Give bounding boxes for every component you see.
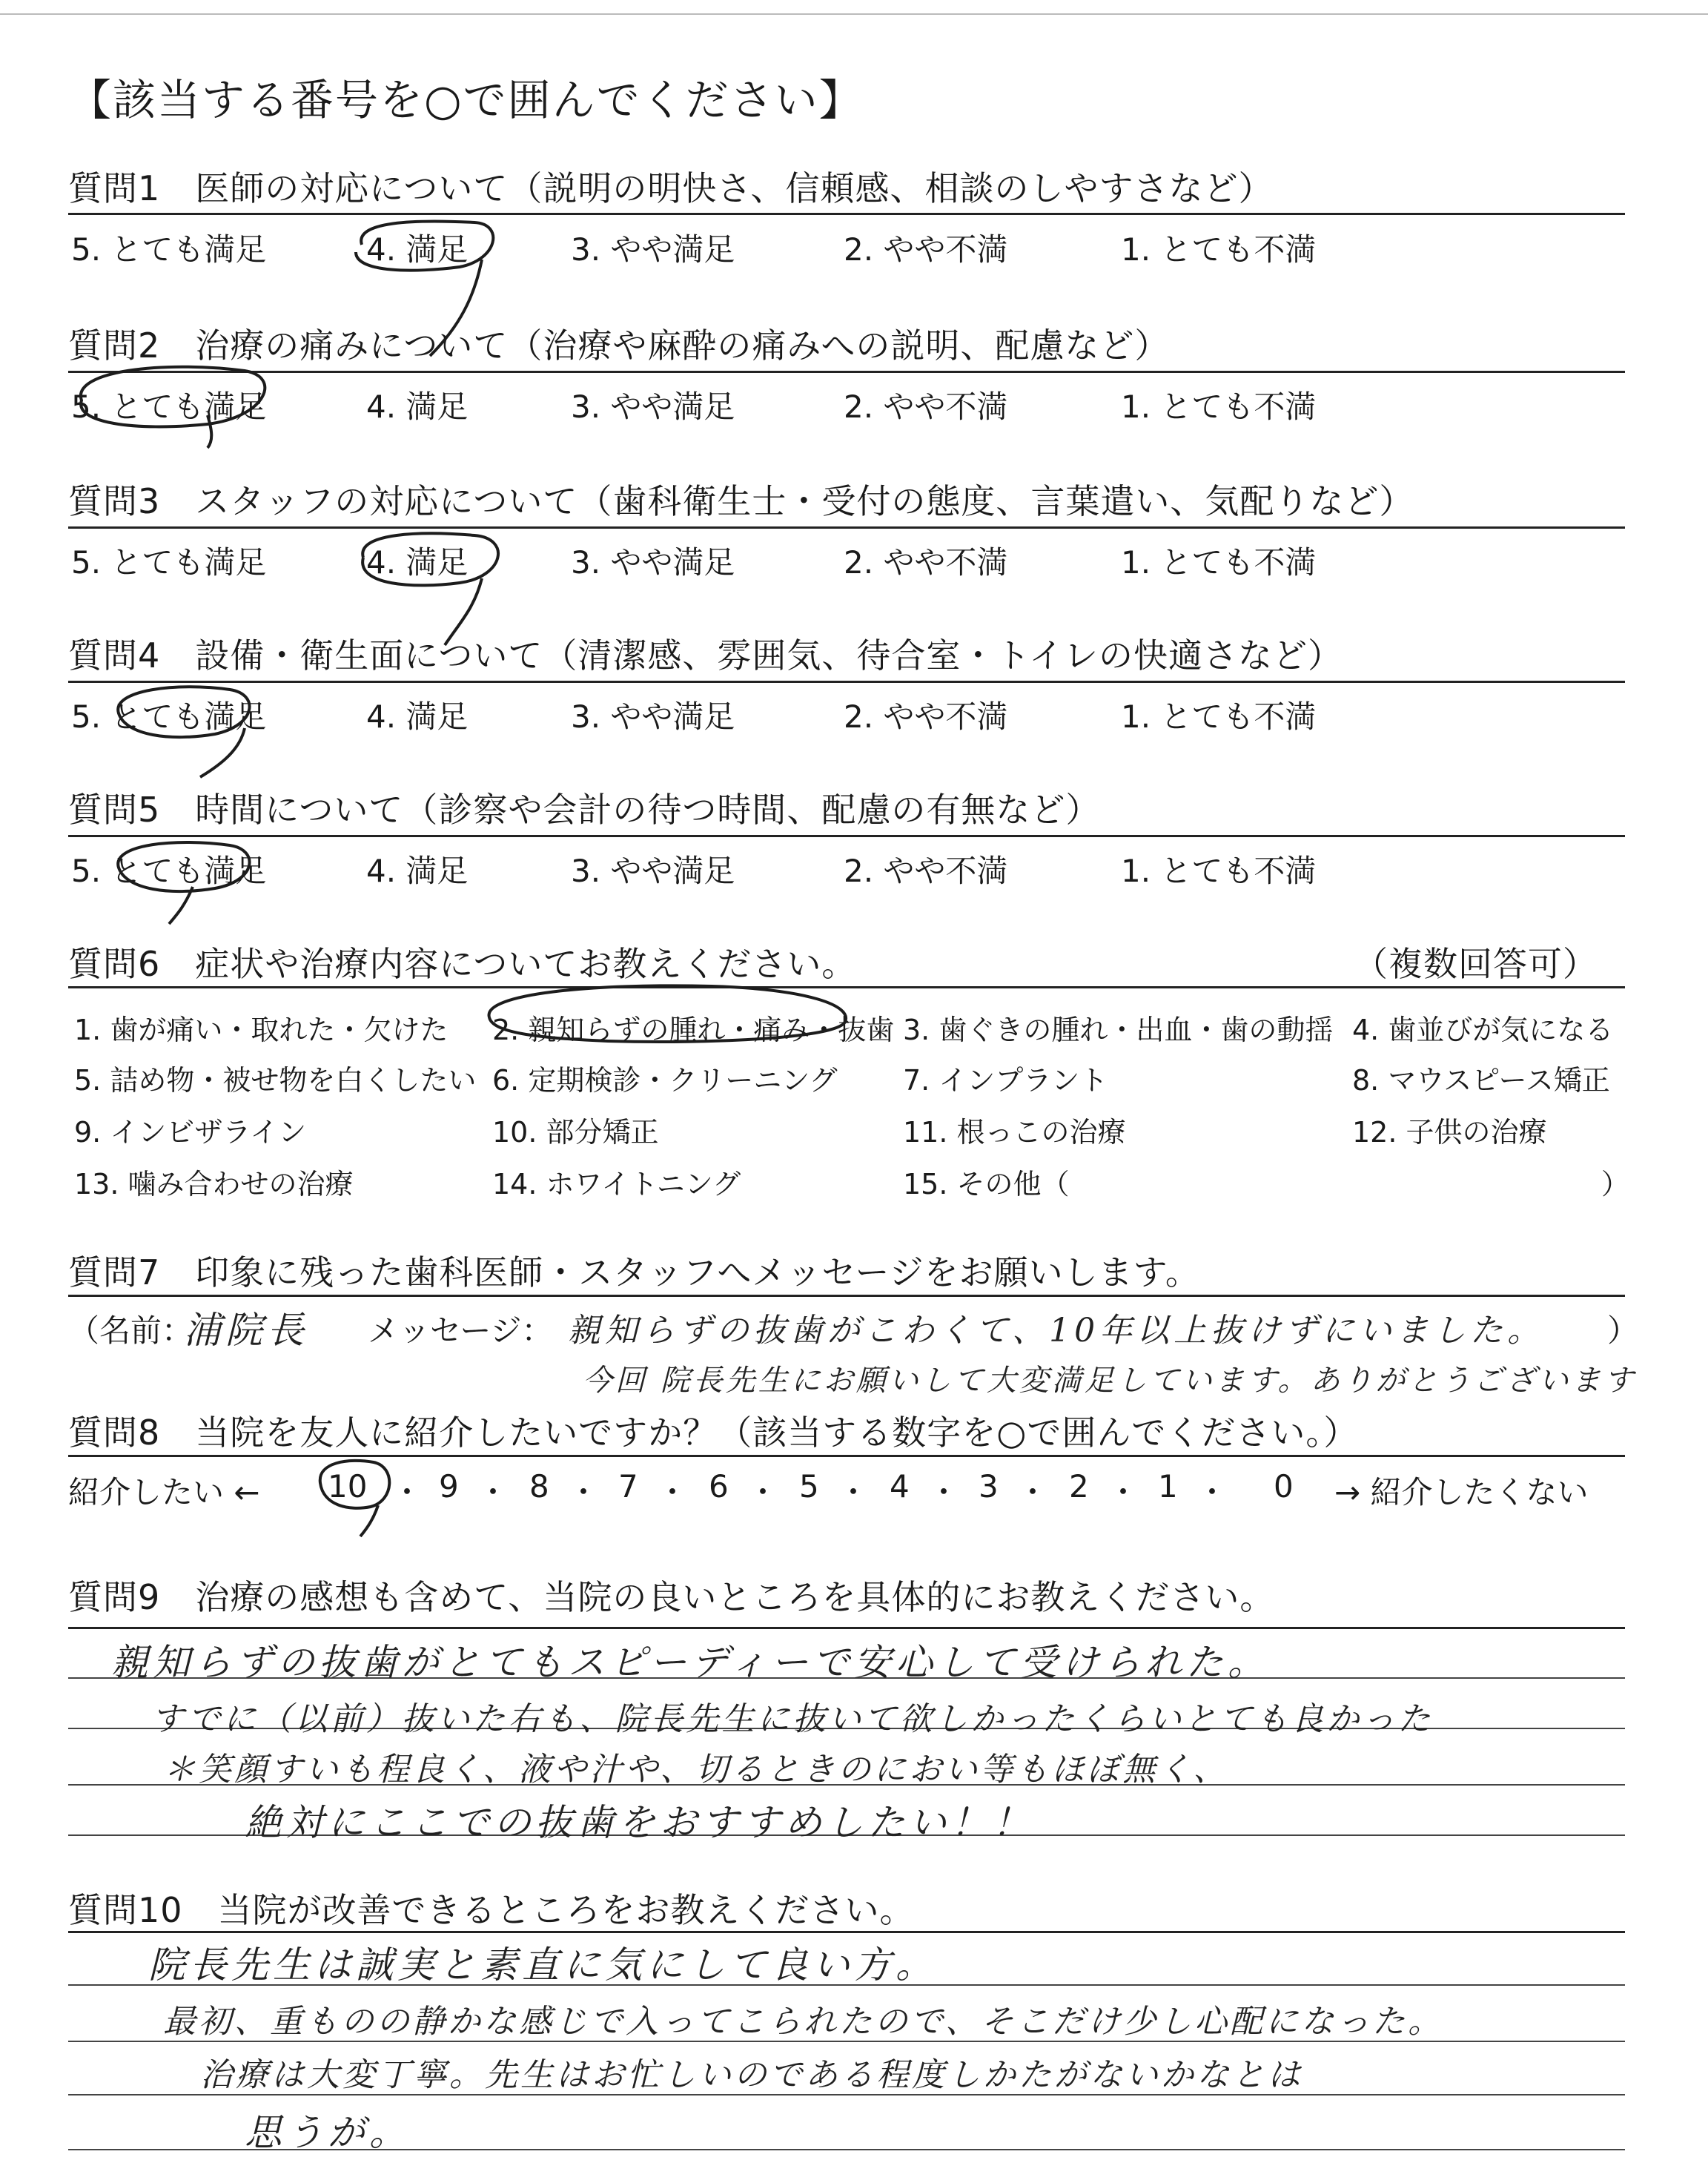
q9-answer-line-1[interactable]: 親知らずの抜歯がとてもスピーディーで安心して受けられた。 — [111, 1641, 1269, 1684]
q1-option-4[interactable]: 4. 満足 — [366, 231, 469, 268]
q5-option-1[interactable]: 1. とても不満 — [1121, 853, 1317, 889]
q2-option-4[interactable]: 4. 満足 — [366, 389, 469, 425]
question-10-title: 質問10 当院が改善できるところをお教えください。 — [68, 1890, 915, 1930]
divider — [68, 213, 1625, 215]
question-8-title: 質問8 当院を友人に紹介したいですか？（該当する数字を○で囲んでください。） — [68, 1413, 1359, 1453]
divider — [68, 1627, 1625, 1629]
q8-dot: ・ — [747, 1474, 779, 1510]
q3-option-4[interactable]: 4. 満足 — [366, 544, 469, 581]
q6-option-5[interactable]: 5. 詰め物・被せ物を白くしたい — [74, 1064, 477, 1097]
question-1-title: 質問1 医師の対応について（説明の明快さ、信頼感、相談のしやすさなど） — [68, 168, 1274, 208]
q8-number-0[interactable]: 0 — [1274, 1468, 1294, 1505]
q9-answer-line-3[interactable]: ＊笑顔すいも程良く、液や汁や、切るときのにおい等もほぼ無く、 — [163, 1751, 1229, 1789]
q6-option-14[interactable]: 14. ホワイトニング — [492, 1168, 741, 1200]
q9-answer-line-4[interactable]: 絶対にここでの抜歯をおすすめしたい！！ — [245, 1801, 1034, 1844]
q6-option-11[interactable]: 11. 根っこの治療 — [903, 1116, 1126, 1149]
top-border — [0, 13, 1708, 15]
q2-option-5[interactable]: 5. とても満足 — [71, 389, 267, 425]
q8-right-label: → 紹介したくない — [1334, 1474, 1589, 1510]
q4-option-2[interactable]: 2. やや不満 — [844, 698, 1008, 735]
q8-dot: ・ — [477, 1474, 509, 1510]
q8-number-7[interactable]: 7 — [618, 1468, 638, 1505]
q7-message-label: メッセージ： — [368, 1312, 553, 1349]
question-6-title: 質問6 症状や治療内容についてお教えください。 — [68, 944, 857, 984]
q6-option-6[interactable]: 6. 定期検診・クリーニング — [492, 1064, 838, 1097]
q4-option-4[interactable]: 4. 満足 — [366, 698, 469, 735]
q5-option-5[interactable]: 5. とても満足 — [71, 853, 267, 889]
q6-option-10[interactable]: 10. 部分矯正 — [492, 1116, 659, 1149]
q6-option-8[interactable]: 8. マウスピース矯正 — [1352, 1064, 1610, 1097]
q8-number-3[interactable]: 3 — [979, 1468, 999, 1505]
q8-number-10[interactable]: 10 — [328, 1468, 368, 1505]
q2-option-2[interactable]: 2. やや不満 — [844, 389, 1008, 425]
q6-other-close: ） — [1601, 1168, 1630, 1200]
q8-dot: ・ — [1017, 1474, 1049, 1510]
q6-option-12[interactable]: 12. 子供の治療 — [1352, 1116, 1547, 1149]
divider — [68, 1931, 1625, 1933]
q8-number-9[interactable]: 9 — [439, 1468, 459, 1505]
divider — [68, 1455, 1625, 1457]
q3-option-3[interactable]: 3. やや満足 — [571, 544, 735, 581]
q4-option-3[interactable]: 3. やや満足 — [571, 698, 735, 735]
q8-number-8[interactable]: 8 — [529, 1468, 549, 1505]
q8-dot: ・ — [657, 1474, 689, 1510]
q7-message-line-1[interactable]: 親知らずの抜歯がこわくて、10年以上抜けずにいました。 — [568, 1312, 1545, 1350]
q10-answer-line-4[interactable]: 思うが。 — [245, 2111, 411, 2154]
q6-option-7[interactable]: 7. インプラント — [903, 1064, 1108, 1097]
q2-option-3[interactable]: 3. やや満足 — [571, 389, 735, 425]
q8-left-label: 紹介したい ← — [68, 1474, 260, 1510]
question-9-title: 質問9 治療の感想も含めて、当院の良いところを具体的にお教えください。 — [68, 1577, 1275, 1617]
q4-option-5[interactable]: 5. とても満足 — [71, 698, 267, 735]
divider — [68, 986, 1625, 988]
q6-option-3[interactable]: 3. 歯ぐきの腫れ・出血・歯の動揺 — [903, 1014, 1334, 1046]
q8-dot: ・ — [568, 1474, 600, 1510]
question-7-title: 質問7 印象に残った歯科医師・スタッフへメッセージをお願いします。 — [68, 1252, 1200, 1292]
q8-dot: ・ — [391, 1474, 423, 1510]
q1-option-3[interactable]: 3. やや満足 — [571, 231, 735, 268]
q8-number-1[interactable]: 1 — [1158, 1468, 1178, 1505]
q6-option-2[interactable]: 2. 親知らずの腫れ・痛み・抜歯 — [492, 1014, 895, 1046]
q5-option-3[interactable]: 3. やや満足 — [571, 853, 735, 889]
question-2-title: 質問2 治療の痛みについて（治療や麻酔の痛みへの説明、配慮など） — [68, 326, 1170, 366]
question-5-title: 質問5 時間について（診察や会計の待つ時間、配慮の有無など） — [68, 790, 1101, 830]
q10-answer-line-3[interactable]: 治療は大変丁寧。先生はお忙しいのである程度しかたがないかなとは — [200, 2056, 1303, 2094]
q8-number-5[interactable]: 5 — [799, 1468, 819, 1505]
divider — [68, 526, 1625, 529]
q8-number-6[interactable]: 6 — [709, 1468, 729, 1505]
q8-dot: ・ — [838, 1474, 870, 1510]
q6-option-13[interactable]: 13. 噛み合わせの治療 — [74, 1168, 354, 1200]
q6-option-1[interactable]: 1. 歯が痛い・取れた・欠けた — [74, 1014, 448, 1046]
q7-name-value[interactable]: 浦院長 — [184, 1309, 308, 1352]
q9-answer-line-2[interactable]: すでに（以前）抜いた右も、院長先生に抜いて欲しかったくらいとても良かった — [151, 1700, 1434, 1738]
q1-option-2[interactable]: 2. やや不満 — [844, 231, 1008, 268]
q6-option-15[interactable]: 15. その他（ — [903, 1168, 1070, 1200]
q7-message-line-2[interactable]: 今回 院長先生にお願いして大変満足しています。ありがとうございます — [583, 1364, 1637, 1398]
q3-option-2[interactable]: 2. やや不満 — [844, 544, 1008, 581]
q6-option-4[interactable]: 4. 歯並びが気になる — [1352, 1014, 1614, 1046]
q2-option-1[interactable]: 1. とても不満 — [1121, 389, 1317, 425]
q8-number-2[interactable]: 2 — [1069, 1468, 1089, 1505]
question-4-title: 質問4 設備・衛生面について（清潔感、雰囲気、待合室・トイレの快適さなど） — [68, 635, 1343, 676]
divider — [68, 835, 1625, 837]
q8-number-4[interactable]: 4 — [890, 1468, 910, 1505]
q10-answer-line-2[interactable]: 最初、重ものの静かな感じで入ってこられたので、そこだけ少し心配になった。 — [163, 2003, 1444, 2041]
q7-close-paren: ） — [1607, 1312, 1639, 1349]
q8-dot: ・ — [1108, 1474, 1139, 1510]
q5-option-2[interactable]: 2. やや不満 — [844, 853, 1008, 889]
q7-name-label: （名前： — [68, 1312, 193, 1349]
question-6-note: （複数回答可） — [1354, 944, 1598, 984]
page-heading: 【該当する番号を○で囲んでください】 — [68, 75, 864, 125]
q1-option-5[interactable]: 5. とても満足 — [71, 231, 267, 268]
divider — [68, 1295, 1625, 1297]
q8-dot: ・ — [1196, 1474, 1228, 1510]
q10-answer-line-1[interactable]: 院長先生は誠実と素直に気にして良い方。 — [148, 1943, 937, 1986]
q5-option-4[interactable]: 4. 満足 — [366, 853, 469, 889]
divider — [68, 371, 1625, 373]
q3-option-1[interactable]: 1. とても不満 — [1121, 544, 1317, 581]
q6-option-9[interactable]: 9. インビザライン — [74, 1116, 307, 1149]
divider — [68, 681, 1625, 683]
q8-dot: ・ — [928, 1474, 960, 1510]
q4-option-1[interactable]: 1. とても不満 — [1121, 698, 1317, 735]
question-3-title: 質問3 スタッフの対応について（歯科衛生士・受付の態度、言葉遣い、気配りなど） — [68, 481, 1414, 521]
q1-option-1[interactable]: 1. とても不満 — [1121, 231, 1317, 268]
q3-option-5[interactable]: 5. とても満足 — [71, 544, 267, 581]
